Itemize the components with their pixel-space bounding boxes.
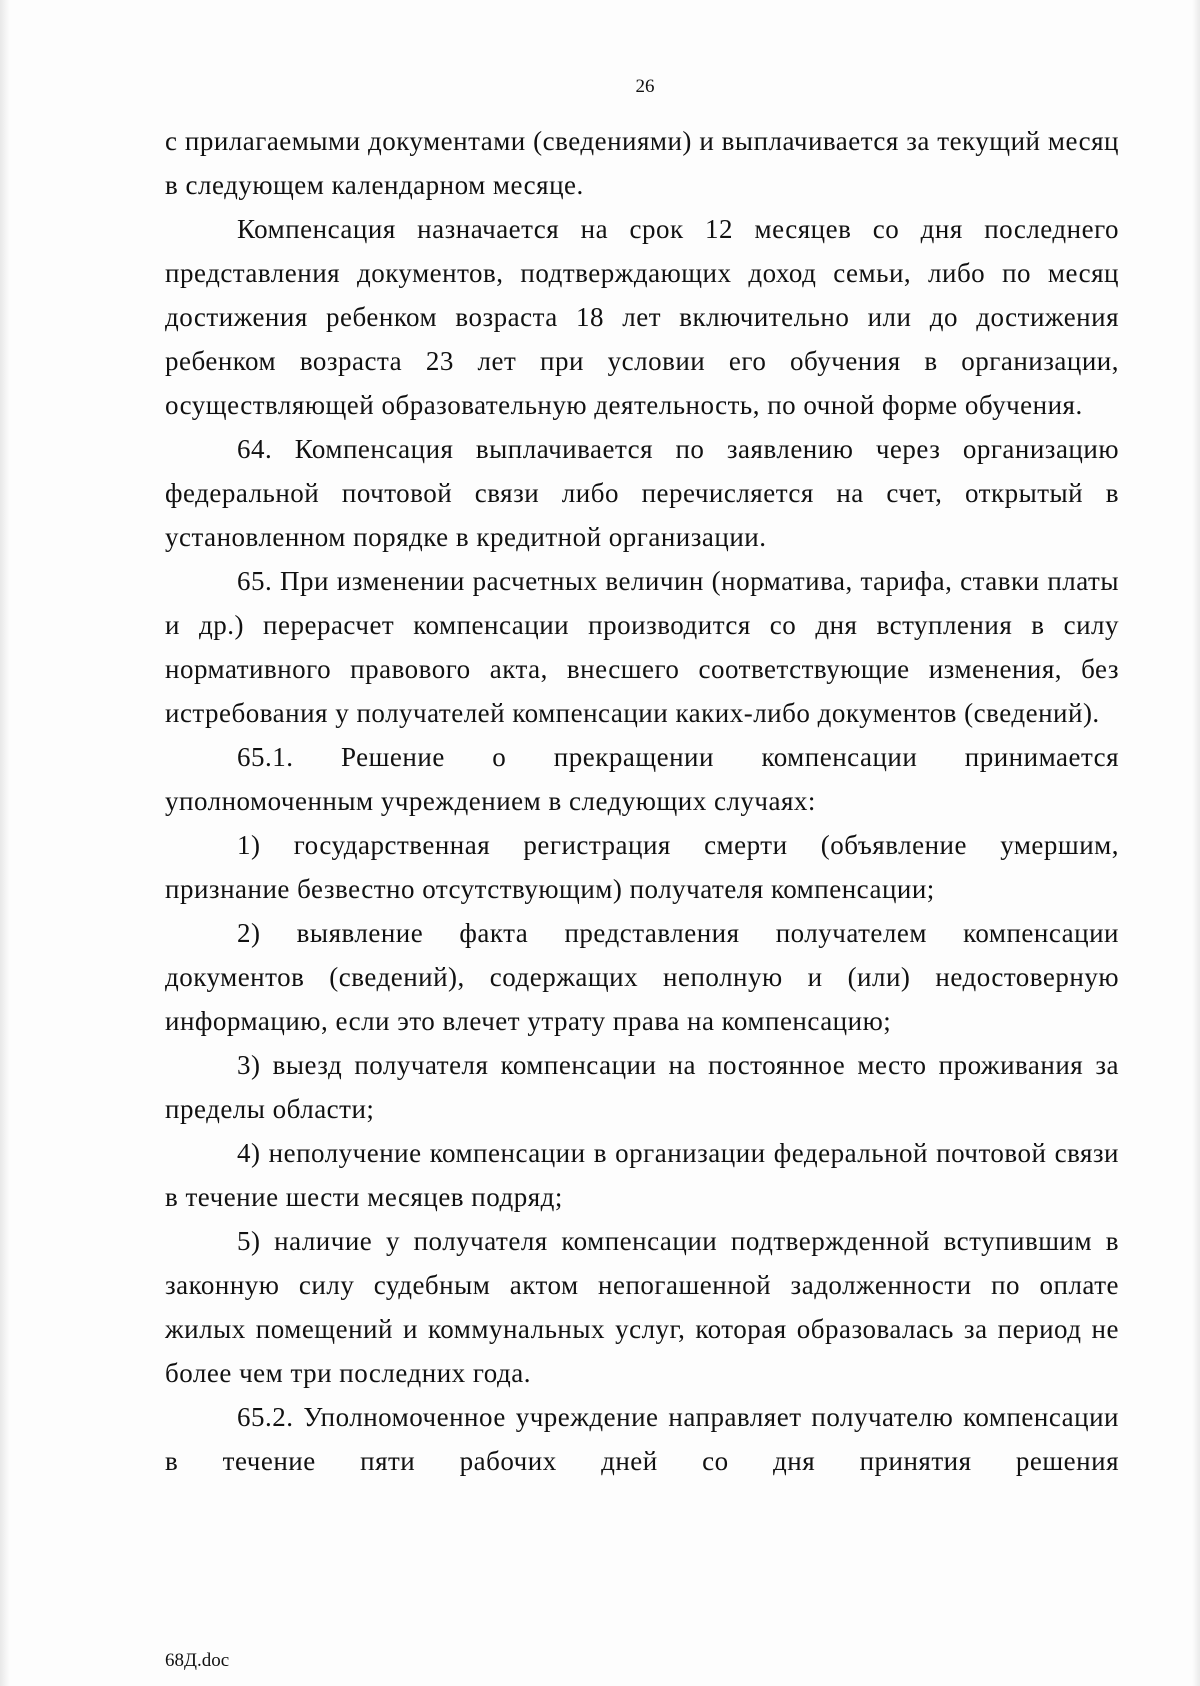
list-item-4: 4) неполучение компенсации в организации федеральной почтовой связи в течение шести месяцев подряд; [165,1138,1119,1212]
list-item-5: 5) наличие у получателя компенсации подтвержденной вступившим в законную силу судебным актом непогашенной задолженности по оплате жилых помещений и коммунальных услуг, которая образовалась за период не более чем три последних года. [165,1226,1119,1388]
scan-edge-left [0,0,10,1686]
paragraph-64: 64. Компенсация выплачивается по заявлению через организацию федеральной почтовой связи либо перечисляется на счет, открытый в установленном порядке в кредитной организации. [165,434,1119,552]
list-item-1: 1) государственная регистрация смерти (объявление умершим, признание безвестно отсутствующим) получателя компенсации; [165,830,1119,904]
list-item-2: 2) выявление факта представления получателем компенсации документов (сведений), содержащих неполную и (или) недостоверную информацию, если это влечет утрату права на компенсацию; [165,918,1119,1036]
scan-edge-right [1192,0,1200,1686]
page-number: 26 [635,76,655,97]
paragraph-65-1: 65.1. Решение о прекращении компенсации принимается уполномоченным учреждением в следующих случаях: [165,742,1119,816]
footer-filename: 68Д.doc [165,1650,230,1671]
paragraph-continuation: с прилагаемыми документами (сведениями) и выплачивается за текущий месяц в следующем календарном месяце. [165,126,1119,200]
paragraph-65-2: 65.2. Уполномоченное учреждение направляет получателю компенсации в течение пяти рабочих дней со дня принятия решения [165,1402,1119,1476]
list-item-3: 3) выезд получателя компенсации на постоянное место проживания за пределы области; [165,1050,1119,1124]
paragraph-65: 65. При изменении расчетных величин (норматива, тарифа, ставки платы и др.) перерасчет компенсации производится со дня вступления в силу нормативного правового акта, внесшего соответствующие изменения, без истребования у получателей компенсации каких-либо документов (сведений). [165,566,1119,728]
paragraph-compensation-term: Компенсация назначается на срок 12 месяцев со дня последнего представления документов, подтверждающих доход семьи, либо по месяц достижения ребенком возраста 18 лет включительно или до достижения ребенком возраста 23 лет при условии его обучения в организации, осуществляющей образовательную деятельность, по очной форме обучения. [165,214,1119,420]
document-body [165,119,1119,1483]
